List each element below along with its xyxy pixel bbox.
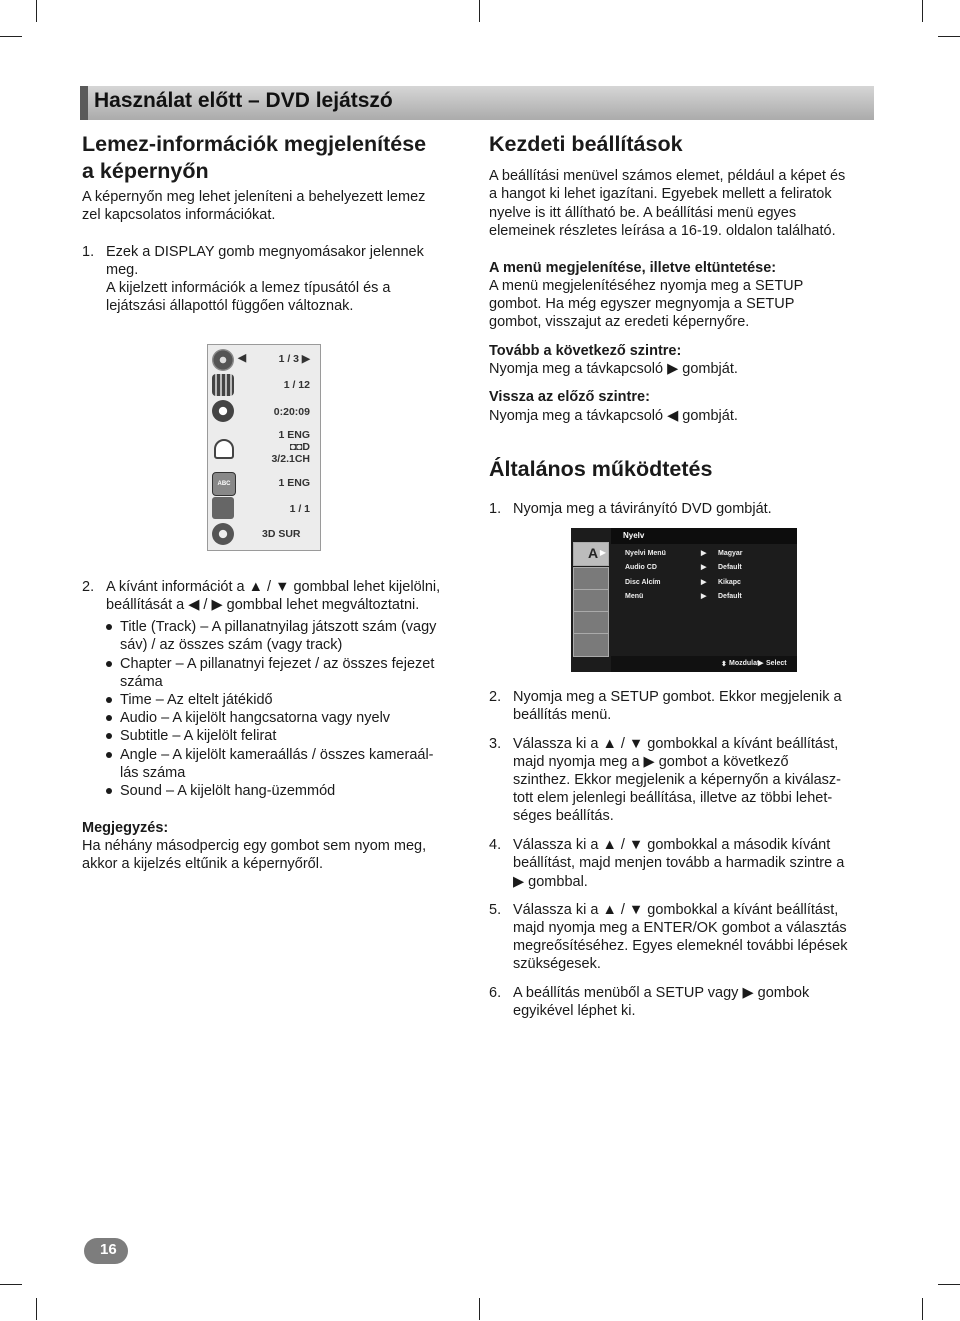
left-heading-line2: a képernyőn (82, 159, 209, 183)
audio-icon (573, 589, 609, 613)
step-text: beállítását a ◀ / ▶ gombbal lehet megváltoztatni. (106, 597, 420, 613)
menu-row-label: Audio CD (625, 564, 657, 571)
show-menu-text: gombot. Ha még egyszer megnyomja a SETUP (489, 296, 795, 312)
bullet-dot (106, 624, 112, 630)
step-text: tott elem jelenlegi beállítása, illetve az többi lehet- (513, 790, 833, 806)
menu-footer (611, 656, 797, 672)
step-text: beállítás menü. (513, 707, 612, 723)
step-number: 2. (82, 579, 95, 595)
bullet-dot (106, 752, 112, 758)
page-title: Használat előtt – DVD lejátszó (94, 89, 393, 112)
note-text: Ha néhány másodpercig egy gombot sem nyom meg, (82, 838, 427, 854)
updown-icon: ⬍ (721, 661, 727, 668)
sound-speaker-icon (212, 523, 234, 545)
menu-row-value: Magyar (718, 550, 743, 557)
step-text: A kijelzett információk a lemez típusától és a (106, 280, 391, 296)
menu-row-label: Nyelvi Menü (625, 550, 666, 557)
step-text: beállítást, majd menjen tovább a harmadik szintre a (513, 855, 845, 871)
title-value: 1 / 3 ▶ (278, 353, 310, 365)
bullet-text: száma (120, 674, 163, 690)
step-text: majd nyomja meg a ENTER/OK gombot a választás (513, 920, 847, 936)
step-number: 4. (489, 837, 502, 853)
crop-mark (0, 36, 22, 37)
step-text: Válassza ki a ▲ / ▼ gombokkal a kívánt beállítást, (513, 902, 839, 918)
menu-row-arrow: ▶ (701, 550, 707, 557)
menu-row-arrow: ▶ (701, 579, 707, 586)
step-text: A kívánt információt a ▲ / ▼ gombbal lehet kijelölni, (106, 579, 441, 595)
step-number: 3. (489, 736, 502, 752)
show-menu-text: A menü megjelenítéséhez nyomja meg a SETUP (489, 278, 804, 294)
page-number-badge (84, 1238, 128, 1264)
page-number: 16 (100, 1241, 117, 1258)
note-text: akkor a kijelzés eltűnik a képernyőről. (82, 856, 323, 872)
bullet-dot (106, 661, 112, 667)
time-value: 0:20:09 (273, 406, 310, 418)
setup-para-line: A beállítási menüvel számos elemet, például a képet és (489, 168, 846, 184)
menu-row-label: Disc Alcím (625, 579, 661, 586)
bullet-text: Time – Az eltelt játékidő (120, 692, 273, 708)
right-heading-general: Általános működtetés (489, 457, 713, 481)
angle-camera-icon (212, 497, 234, 519)
step-text: Válassza ki a ▲ / ▼ gombokkal a kívánt beállítást, (513, 736, 839, 752)
prev-level-text: Nyomja meg a távkapcsoló ◀ gombját. (489, 408, 738, 424)
crop-mark (938, 1284, 960, 1285)
chapter-value: 1 / 12 (283, 379, 310, 391)
menu-row-value: Default (718, 593, 742, 600)
sound-value: 3D SUR (262, 528, 301, 540)
crop-mark (36, 0, 37, 22)
footer-select: Select (766, 660, 787, 667)
bullet-text: Subtitle – A kijelölt felirat (120, 728, 277, 744)
audio-headphones-icon (214, 439, 234, 459)
left-heading-line1: Lemez-információk megjelenítése (82, 132, 427, 156)
bullet-text: Title (Track) – A pillanatnyilag játszott szám (vagy (120, 619, 437, 635)
bullet-text: sáv) / az összes szám (vagy track) (120, 637, 343, 653)
menu-row-label: Menü (625, 593, 644, 600)
step-number: 1. (82, 244, 95, 260)
footer-arrow: ▶ (758, 660, 764, 667)
next-level-text: Nyomja meg a távkapcsoló ▶ gombját. (489, 361, 738, 377)
crop-mark (922, 1298, 923, 1320)
menu-row-value: Kikapc (718, 579, 741, 586)
intro-line: zel kapcsolatos információkat. (82, 207, 276, 223)
bullet-text: lás száma (120, 765, 186, 781)
step-text: lejátszási állapottól függően változnak. (106, 298, 354, 314)
lock-icon (573, 611, 609, 635)
setup-para-line: elemeinek részletes leírása a 16-19. oldalon található. (489, 223, 836, 239)
footer-move: Mozdulat (729, 660, 760, 667)
bullet-text: Angle – A kijelölt kameraállás / összes kameraál- (120, 747, 434, 763)
setup-para-line: a hangot ki lehet igazítani. Egyebek mellett a feliratok (489, 186, 832, 202)
show-menu-text: gombot, visszajut az eredeti képernyőre. (489, 314, 750, 330)
bullet-dot (106, 733, 112, 739)
crop-mark (479, 0, 480, 22)
step-text: szükségesek. (513, 956, 601, 972)
step-text: Nyomja meg a távirányító DVD gombját. (513, 501, 772, 517)
banner-accent (80, 86, 88, 120)
step-text: Nyomja meg a SETUP gombot. Ekkor megjelenik a (513, 689, 842, 705)
menu-row-arrow: ▶ (701, 564, 707, 571)
step-text: séges beállítás. (513, 808, 614, 824)
next-level-title: Tovább a következő szintre: (489, 343, 682, 359)
language-icon: A ▶ (573, 542, 609, 566)
others-icon (573, 633, 609, 657)
crop-mark (479, 1298, 480, 1320)
step-text: ▶ gombbal. (513, 874, 588, 890)
menu-row-value: Default (718, 564, 742, 571)
time-clock-icon (212, 400, 234, 422)
crop-mark (0, 1284, 22, 1285)
step-number: 2. (489, 689, 502, 705)
bullet-dot (106, 788, 112, 794)
audio-value: 1 ENG ◘◘D 3/2.1CH (271, 429, 310, 465)
subtitle-abc-icon: ABC (212, 472, 236, 496)
step-text: megreősítéséhez. Egyes elemeknél további lépések (513, 938, 848, 954)
angle-value: 1 / 1 (289, 503, 310, 515)
subtitle-value: 1 ENG (278, 477, 310, 489)
intro-line: A képernyőn meg lehet jeleníteni a behelyezett lemez (82, 189, 426, 205)
title-disc-icon (212, 349, 234, 371)
step-text: meg. (106, 262, 139, 278)
display-info-panel (207, 344, 321, 551)
step-number: 1. (489, 501, 502, 517)
section-banner (80, 86, 874, 120)
step-text: Válassza ki a ▲ / ▼ gombokkal a második kívánt (513, 837, 831, 853)
step-number: 6. (489, 985, 502, 1001)
step-text: majd nyomja meg a ▶ gombot a következő (513, 754, 789, 770)
bullet-dot (106, 715, 112, 721)
bullet-text: Audio – A kijelölt hangcsatorna vagy nyelv (120, 710, 391, 726)
menu-tab-language: Nyelv (611, 528, 797, 544)
step-text: szinthez. Ekkor megjelenik a képernyőn a kiválasz- (513, 772, 842, 788)
bullet-text: Sound – A kijelölt hang-üzemmód (120, 783, 336, 799)
chapter-film-icon (212, 374, 234, 396)
crop-mark (36, 1298, 37, 1320)
step-text: Ezek a DISPLAY gomb megnyomásakor jelennek (106, 244, 424, 260)
bullet-text: Chapter – A pillanatnyi fejezet / az összes fejezet (120, 656, 435, 672)
show-menu-title: A menü megjelenítése, illetve eltüntetése: (489, 260, 777, 276)
display-icon (573, 567, 609, 591)
step-number: 5. (489, 902, 502, 918)
bullet-dot (106, 697, 112, 703)
setup-para-line: nyelve is itt állítható be. A beállítási menü egyes (489, 205, 797, 221)
menu-row-arrow: ▶ (701, 593, 707, 600)
crop-mark (938, 36, 960, 37)
note-title: Megjegyzés: (82, 820, 169, 836)
prev-level-title: Vissza az előző szintre: (489, 389, 650, 405)
step-text: egyikével léphet ki. (513, 1003, 636, 1019)
left-arrow-icon: ◀ (238, 352, 247, 364)
setup-menu-screenshot (571, 528, 797, 672)
right-heading-setup: Kezdeti beállítások (489, 132, 683, 156)
crop-mark (922, 0, 923, 22)
step-text: A beállítás menüből a SETUP vagy ▶ gombok (513, 985, 810, 1001)
